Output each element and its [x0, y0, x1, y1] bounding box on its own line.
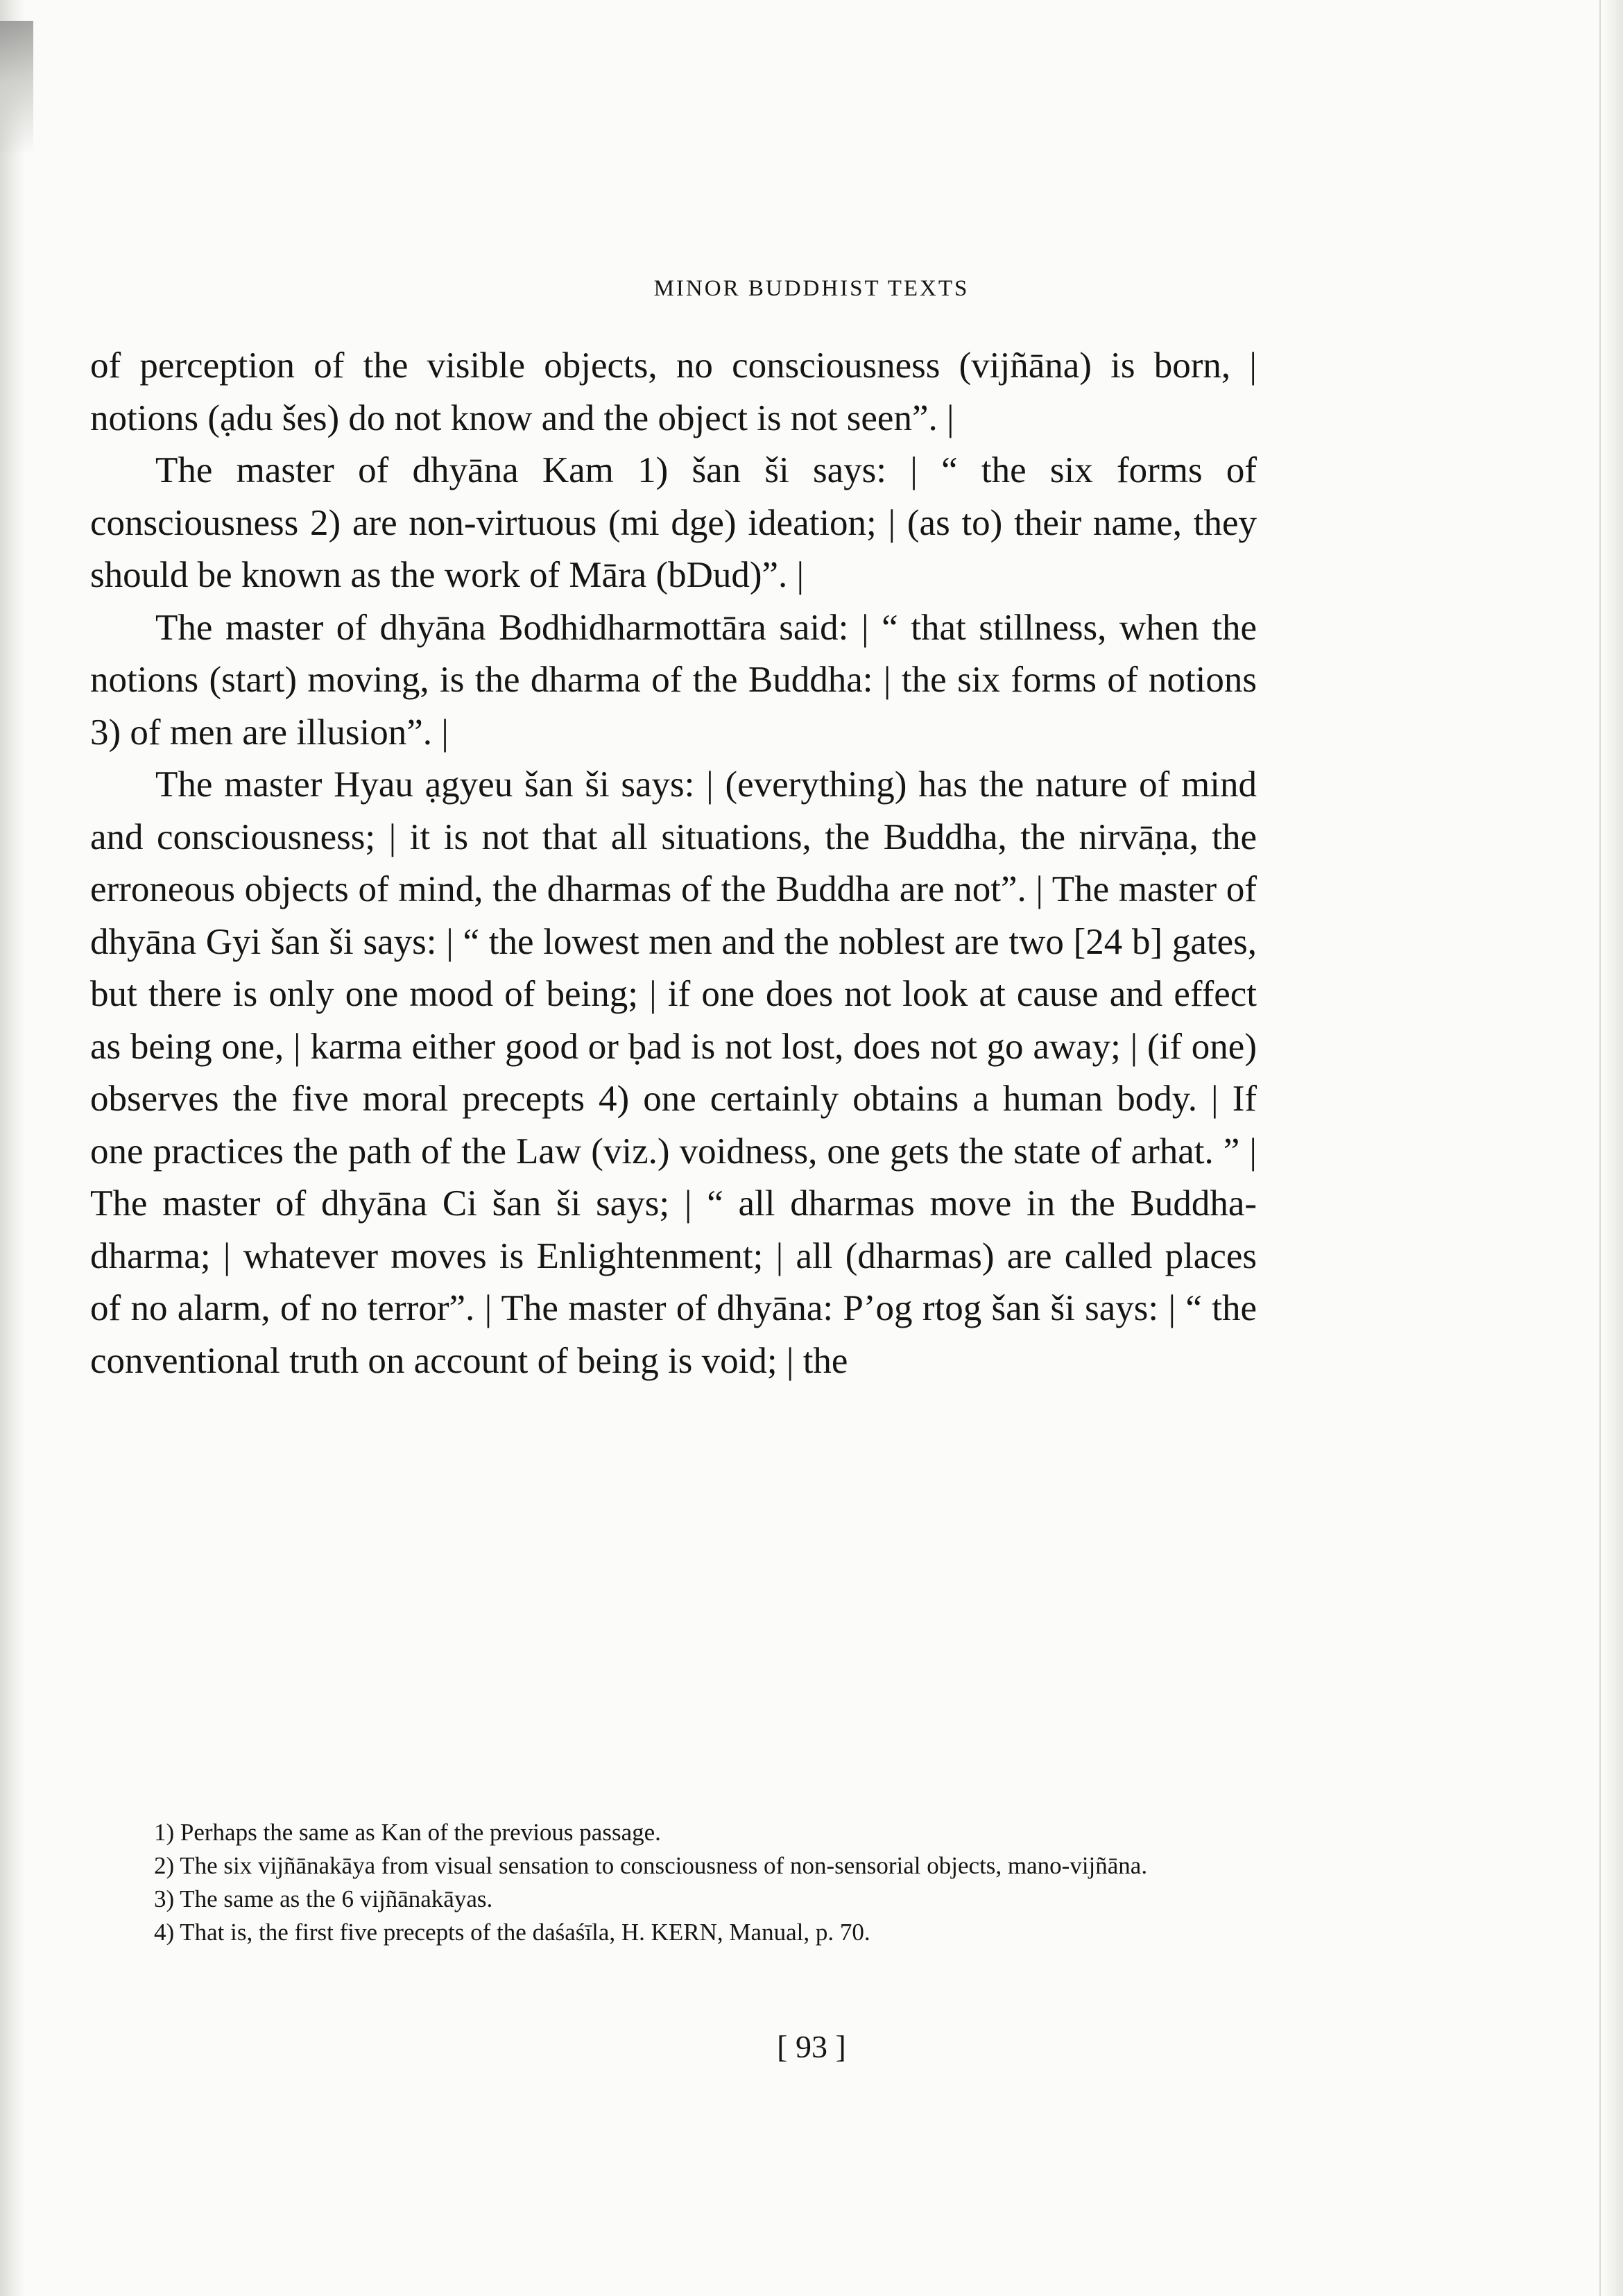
- page-number: [ 93 ]: [777, 2029, 846, 2064]
- footnote: 3) The same as the 6 vijñānakāyas.: [154, 1885, 493, 1912]
- scan-corner-smudge: [0, 21, 33, 153]
- scan-shadow-right: [1602, 0, 1623, 2296]
- paragraph: of perception of the visible objects, no consciousness (vijñāna) is born, | notions (ạdu šes) do not know and the object is not seen”. |: [90, 345, 1257, 438]
- paragraph: The master of dhyāna Kam 1) šan ši says: | “ the six forms of consciousness 2) are non-virtuous (mi dge) ideation; | (as to) their name, they should be known as the work of Māra (bDud)”. |: [90, 450, 1257, 595]
- scan-shadow-left: [0, 0, 25, 2296]
- paragraph: The master of dhyāna Bodhidharmottāra said: | “ that stillness, when the notions (start) moving, is the dharma of the Buddha: | the six forms of notions 3) of men are illusion”. |: [90, 607, 1257, 753]
- scan-binding-line: [1599, 0, 1601, 2296]
- running-head: MINOR BUDDHIST TEXTS: [653, 276, 970, 301]
- footnotes: [90, 1816, 1257, 1949]
- paragraph: The master Hyau ạgyeu šan ši says: | (everything) has the nature of mind and consciousness; | it is not that all situations, the Buddha, the nirvāṇa, the erroneous objects of mind, the dharmas of the Buddha are not”. | The master of dhyāna Gyi šan ši says: | “ the lowest men and the noblest are two [24 b] gates, but there is only one mood of being; | if one does not look at cause and effect as being one, | karma either good or ḅad is not lost, does not go away; | (if one) observes the five moral precepts 4) one certainly obtains a human body. | If one practices the path of the Law (viz.) voidness, one gets the state of arhat. ” | The master of dhyāna Ci šan ši says; | “ all dharmas move in the Buddha-dharma; | whatever moves is Enlightenment; | all (dharmas) are called places of no alarm, of no terror”. | The master of dhyāna: P’og rtog šan ši says: | “ the conventional truth on account of being is void; | the: [90, 764, 1257, 1381]
- footnote: 1) Perhaps the same as Kan of the previous passage.: [154, 1819, 661, 1846]
- footnote: 4) That is, the first five precepts of the daśaśīla, H. KERN, Manual, p. 70.: [154, 1919, 870, 1946]
- footnote: 2) The six vijñānakāya from visual sensation to consciousness of non-sensorial objects, mano-vijñāna.: [154, 1852, 1148, 1879]
- body-text: [90, 340, 1257, 1387]
